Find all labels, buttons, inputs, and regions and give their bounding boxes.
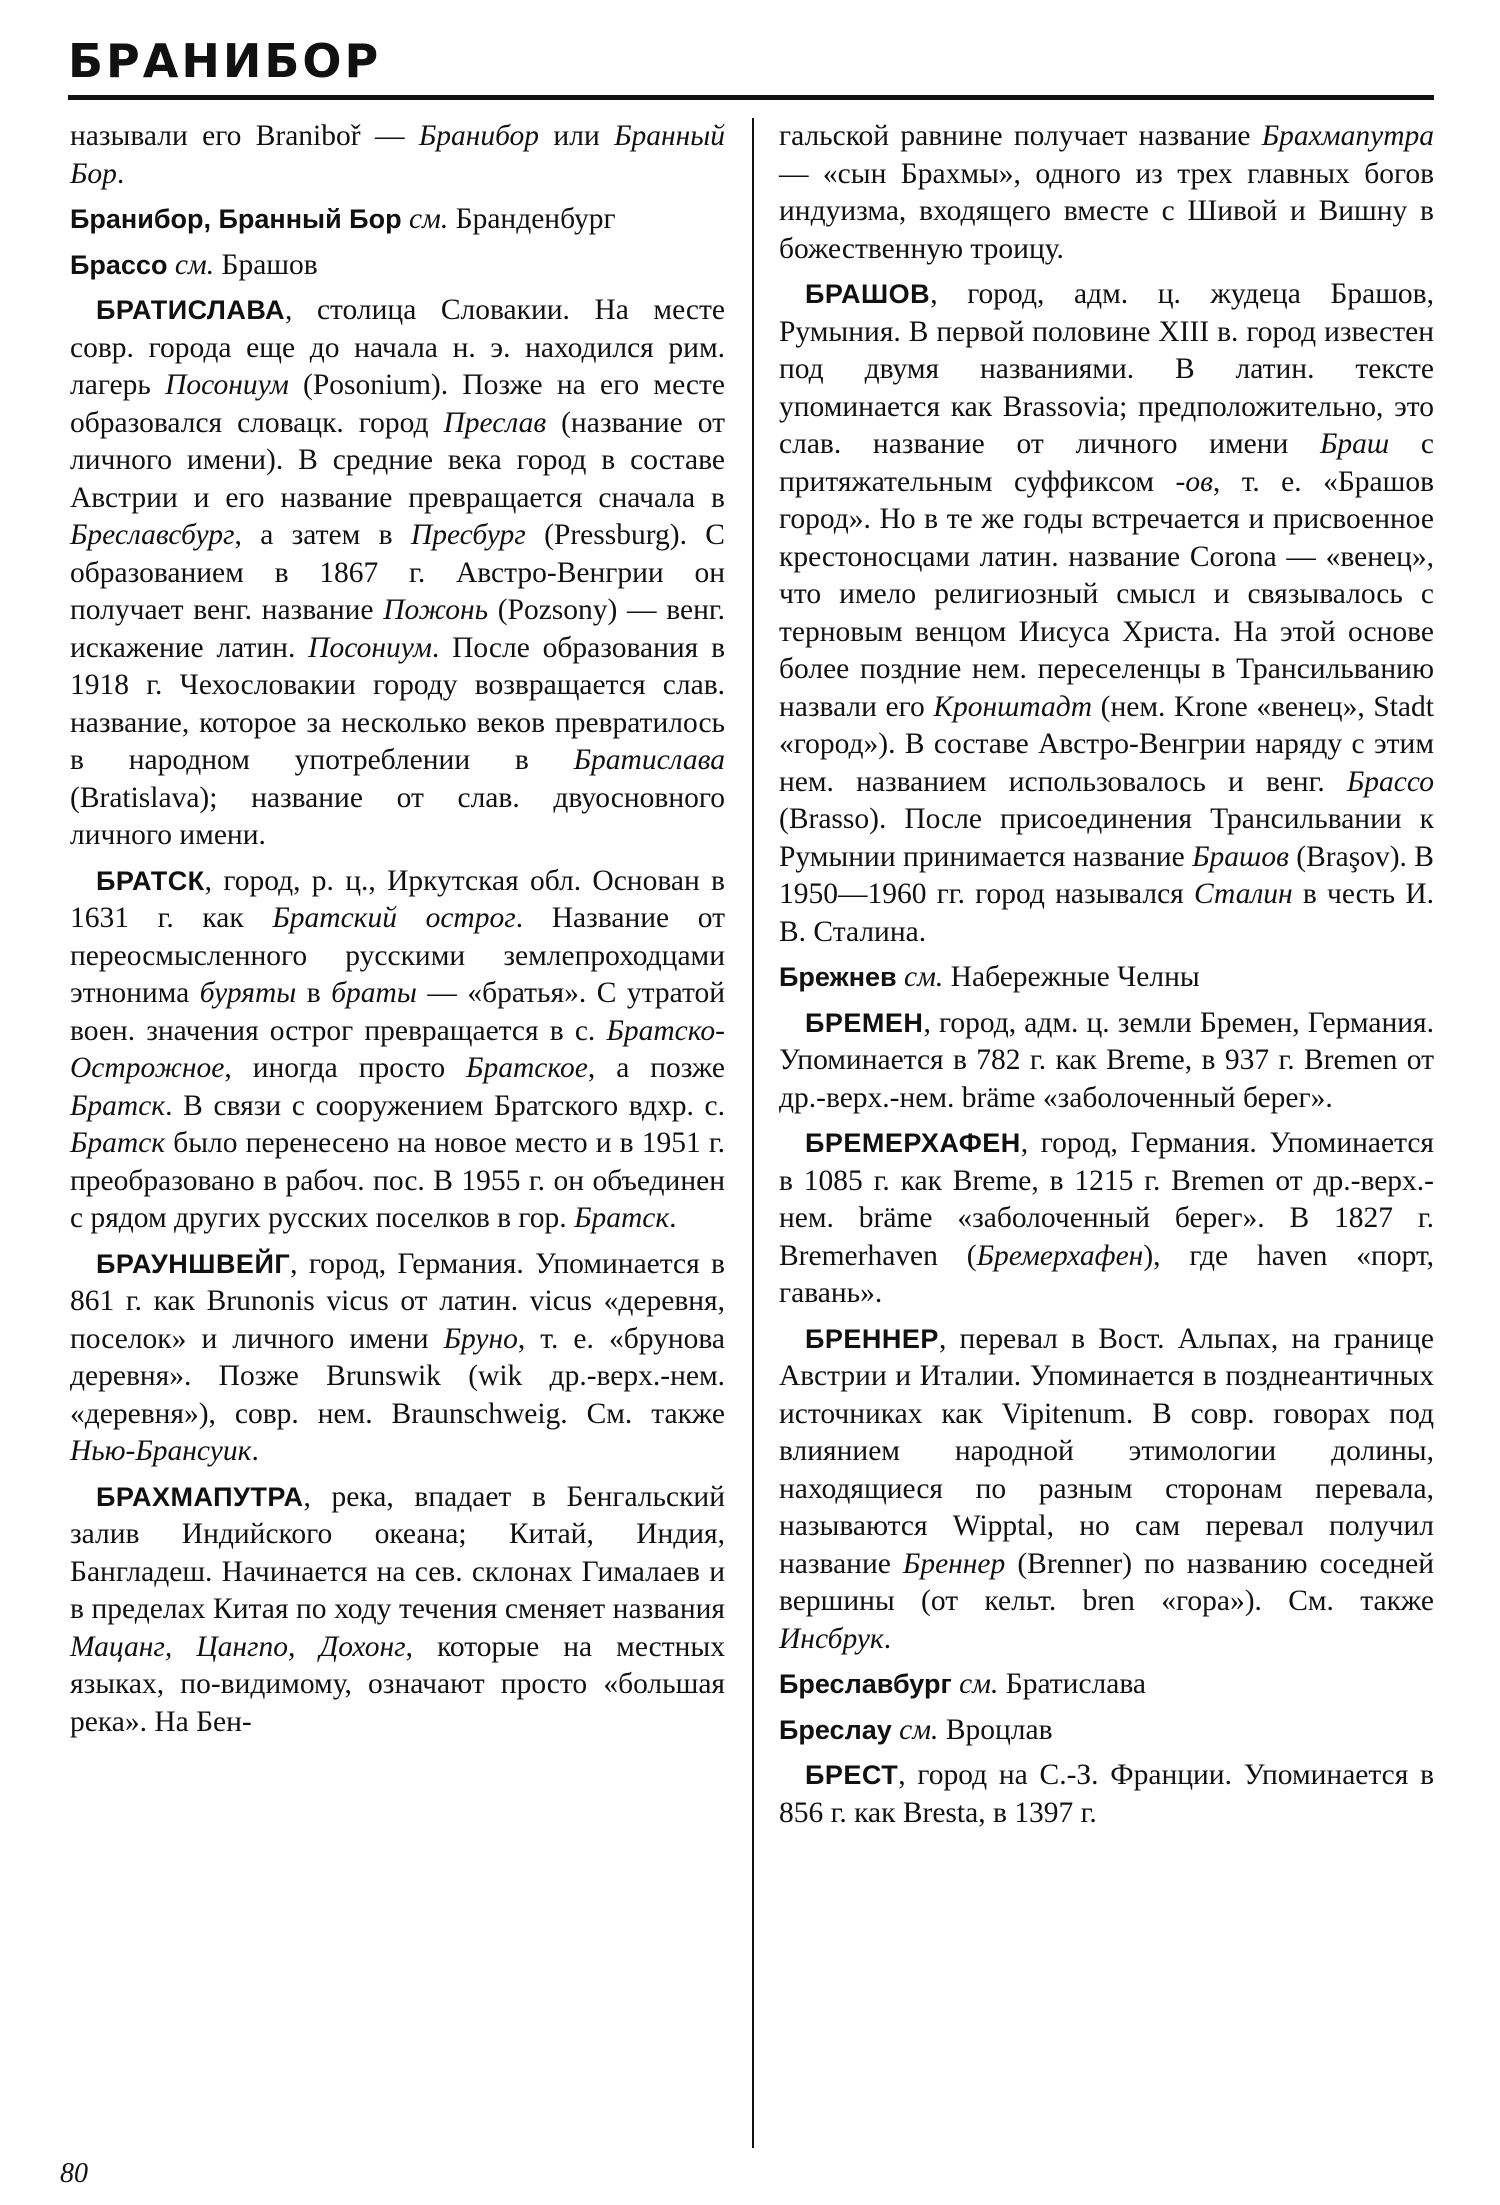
headword: Бреславбург xyxy=(779,1669,952,1699)
headword: БРЕННЕР xyxy=(805,1323,939,1354)
headword: БРАТСК xyxy=(96,865,205,896)
column-divider xyxy=(752,118,754,2148)
entry-brest: БРЕСТ, город на С.-З. Франции. Упоминается в 856 г. как Bresta, в 1397 г. xyxy=(779,1759,1434,1829)
cross-reference-entry: Брежнев см. Набережные Челны xyxy=(779,961,1200,993)
headword: БРАУНШВЕЙГ xyxy=(96,1248,291,1279)
cross-reference-entry: Бранибор, Бранный Бор см. Бранденбург xyxy=(70,203,616,235)
right-column xyxy=(779,118,1434,1840)
headword: Брассо xyxy=(70,249,168,280)
cross-reference-entry: Бреславбург см. Братислава xyxy=(779,1668,1147,1700)
headword: БРЕМЕРХАФЕН xyxy=(805,1128,1021,1158)
entry-brasov: БРАШОВ, город, адм. ц. жудеца Брашов, Румыния. В первой половине XIII в. город известен под двумя названиями. В латин. тексте упоминается как Brassovia; предположительно, это слав. название от личного имени Браш с притяжательным суффиксом -ов, т. е. «Брашов город». Но в те же годы встречается и присвоенное крестоносцами латин. название Corona — «венец», что имело религиозный смысл и связывалось с терновым венцом Иисуса Христа. На этой основе более поздние нем. переселенцы в Трансильванию назвали его Кронштадт (нем. Krone «венец», Stadt «город»). В составе Австро-Венгрии наряду с этим нем. названием использовалось и венг. Брассо (Brasso). После присоединения Трансильвании к Румынии принимается название Брашов (Braşov). В 1950—1960 гг. город назывался Сталин в честь И. В. Сталина. xyxy=(779,278,1435,948)
headword: БРАТИСЛАВА xyxy=(96,295,286,325)
header-rule xyxy=(68,95,1434,100)
entry-brenner: БРЕННЕР, перевал в Вост. Альпах, на границе Австрии и Италии. Упоминается в позднеантичных источниках как Vipitenum. В совр. говорах под влиянием народной этимологии долины, находящиеся по разным сторонам перевала, называются Wipptal, но сам перевал получил название Бреннер (Brenner) по названию соседней вершины (от кельт. bren «гора»). См. также Инсбрук. xyxy=(779,1322,1434,1655)
headword: БРАШОВ xyxy=(805,279,931,309)
headword: Бранибор, Бранный Бор xyxy=(70,204,402,234)
entry-brahmaputra: БРАХМАПУТРА, река, впадает в Бенгальский залив Индийского океана; Китай, Индия, Бангладеш. Начинается на сев. склонах Гималаев и в пределах Китая по ходу течения сменяет названия Мацанг, Цангпо, Дохонг, которые на местных языках, по-видимому, означают просто «большая река». На Бен- xyxy=(70,1480,725,1738)
entry-braunschweig: БРАУНШВЕЙГ, город, Германия. Упоминается в 861 г. как Brunonis vicus от латин. vicus «деревня, поселок» и личного имени Бруно, т. е. «брунова деревня». Позже Brunswik (wik др.-верх.-нем. «деревня»), совр. нем. Braunschweig. См. также Нью-Брансуик. xyxy=(70,1247,726,1467)
headword: Брежнев xyxy=(779,962,897,992)
left-column xyxy=(70,118,725,1749)
entry-bremen: БРЕМЕН, город, адм. ц. земли Бремен, Германия. Упоминается в 782 г. как Breme, в 937 г. Bremen от др.-верх.-нем. bräme «заболоченный берег». xyxy=(779,1006,1434,1114)
continued-entry-branibor: называли его Braniboř — Бранибор или Бранный Бор. xyxy=(70,120,726,190)
entry-bratsk: БРАТСК, город, р. ц., Иркутская обл. Основан в 1631 г. как Братский острог. Название от переосмысленного русскими землепроходцами этнонима буряты в браты — «братья». С утратой воен. значения острог превращается в с. Братско-Острожное, иногда просто Братское, а позже Братск. В связи с сооружением Братского вдхр. с. Братск было перенесено на новое место и в 1951 г. преобразовано в рабоч. пос. В 1955 г. он объединен с рядом других русских поселков в гор. Братск. xyxy=(70,864,725,1234)
running-head: БРАНИБОР xyxy=(68,34,382,88)
cross-reference-entry: Брассо см. Брашов xyxy=(70,248,318,281)
headword: БРЕСТ xyxy=(805,1760,899,1790)
page-number: 80 xyxy=(60,2158,88,2189)
cross-reference-entry: Бреслау см. Вроцлав xyxy=(779,1713,1053,1746)
entry-bremerhaven: БРЕМЕРХАФЕН, город, Германия. Упоминается в 1085 г. как Breme, в 1215 г. Bremen от др.-верх.-нем. bräme «заболоченный берег». В 1827 г. Bremerhaven (Бремерхафен), где haven «порт, гавань». xyxy=(779,1127,1434,1309)
entry-bratislava: БРАТИСЛАВА, столица Словакии. На месте совр. города еще до начала н. э. находился рим. лагерь Посониум (Posonium). Позже на его месте образовался словацк. город Преслав (название от личного имени). В средние века город в составе Австрии и его название превращается сначала в Бреславсбург, а затем в Пресбург (Pressburg). С образованием в 1867 г. Австро-Венгрии он получает венг. название Пожонь (Pozsony) — венг. искажение латин. Посониум. После образования в 1918 г. Чехословакии городу возвращается слав. название, которое за несколько веков превратилось в народном употреблении в Братислава (Bratislava); название от слав. двуосновного личного имени. xyxy=(70,294,725,851)
headword: БРАХМАПУТРА xyxy=(96,1481,304,1512)
headword: БРЕМЕН xyxy=(805,1007,924,1038)
headword: Бреслау xyxy=(779,1714,892,1745)
continued-entry-brahmaputra: гальской равнине получает название Брахмапутра — «сын Брахмы», одного из трех главных богов индуизма, входящего вместе с Шивой и Вишну в божественную троицу. xyxy=(779,120,1434,265)
